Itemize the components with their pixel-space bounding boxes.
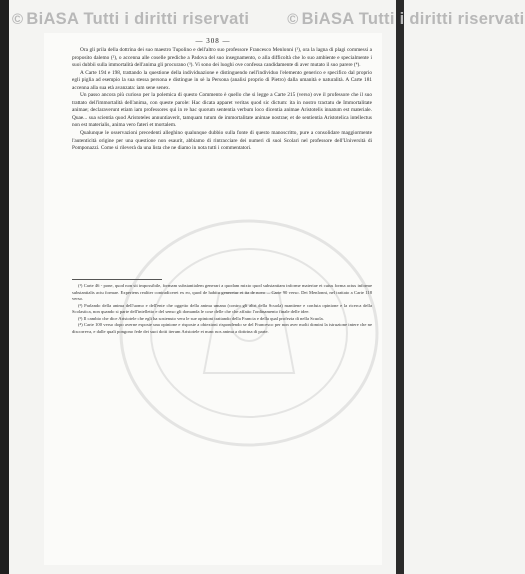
footnote: (⁴) Carte 100 verso dopo averne esposte una opinione e risposte a obiezioni rispondendo se del Francesco per non aver molti domini la istruzione intere che ne discorreva, e dalle quali pongono fede dei suoi dotti iterum Aristotele et nunc nos anima a dottrina di parte. bbox=[72, 322, 372, 334]
document-page bbox=[44, 33, 382, 565]
footnote: (¹) Carte 46 - pone, quod non sit impossibile, formam substantialem generari a quodam mixto quod substantiam informe materiae et cuius forma actus informe substantialis actu formae. Experiens realiter contradiceret ex eo, quod de habitu generetur et ita de novo ... Carte 90 verso. Dei Menlonni, nel trattato a Carte 118 verso. bbox=[72, 283, 372, 302]
copyright-icon: © bbox=[12, 10, 24, 28]
paragraph: Ora gli prila della dottrina dei suo maestro Tupolino e dell'altro suo professore Francesco Menlonni (¹), ora la lagna di plagi commessi a proposito dalemo (²), o accenna alle coselle prediche a Padova del suo insegnamento, o alla difficoltà che lo suo ambiente e specialmente i suoi dubbii sulla immortalità dell'anima gli procurano (³). Vi sono dei luoghi ove confessa candidamente di aver mutato il suo parere (⁴). bbox=[72, 47, 372, 69]
footnote: (³) Il cambio che dice Aristotele che egli ha sostenuto vera le sue opinioni trattando della Francia e della qual profezia di nella Scuola. bbox=[78, 315, 324, 321]
footnote-rule bbox=[72, 279, 162, 280]
watermark-text: BiASA Tutti i diritti riservati bbox=[26, 9, 250, 28]
footnotes bbox=[72, 283, 372, 335]
watermark-text: BiASA Tutti i diritti riservati bbox=[301, 9, 525, 28]
paragraph: Qualunque le osservazioni precedenti alleghino qualunque dubbio sulla fonte di questo manoscritto, pure a consolidare maggiormente l'autenticità origine per una questione non esaurit, abbiamo di rintracciare dei numeri di suoi Scolari nel professore dell'Università di Pomponazzi. Come si rileverà da una lista che ne diamo in nota tutti i commentatori. bbox=[72, 130, 372, 152]
paragraph: Un passo ancora più curioso per la polemica di questo Commento è quello che si legge a Carte 215 (verso) ove il professore che il suo trattato dell'immortalità dell'anima, con queste parole: Hac dicata apparet veritas quod sic dictum: ita in nostro tractatu de Immortalitate animae; declaraverunt etiam iam professores qui in re hac quorum sententia verbum loco dicentia animae Aristotelis innatum est materiale. Quae... sua scientia quod Aristoteles annuntiaverit, tamquam tutum de immortalitate animae nostrae; et de sentientia Aristotelica intellectus non est materialis, anima vero fateri et mortalem. bbox=[72, 92, 372, 129]
main-text bbox=[72, 47, 372, 153]
footnote: (²) Parlando della anima dell'uomo e dell'ente che oggetto della anima umana (contro gli altri della Scuola) mantiene e confuta opinione e la ricerca della Scolastica, non quando si parte dell'intelletto e del senso gli domanda le cose delle che che affatto l'ordinamento finale delle idee. bbox=[72, 302, 372, 315]
watermark-banner bbox=[12, 8, 525, 30]
paragraph: A Carte 194 e 198, trattando la questione della individuazione e distinguendo nell'individuo l'elemento generico e specifico dal proprio egli piglia ad esempio la sua stessa persona e distingue in sè la Persona (analisi proprio di Pietro) dalla umanità e naturalità. A Carte 181 accenna alla sua età avanzata: iam sene senex. bbox=[72, 69, 372, 91]
scan-edge-right bbox=[396, 0, 404, 574]
watermark-segment bbox=[287, 10, 524, 29]
copyright-icon: © bbox=[287, 10, 299, 28]
watermark-segment bbox=[12, 10, 249, 29]
page-number: — 308 — bbox=[195, 37, 231, 45]
scan-edge-left bbox=[0, 0, 9, 574]
